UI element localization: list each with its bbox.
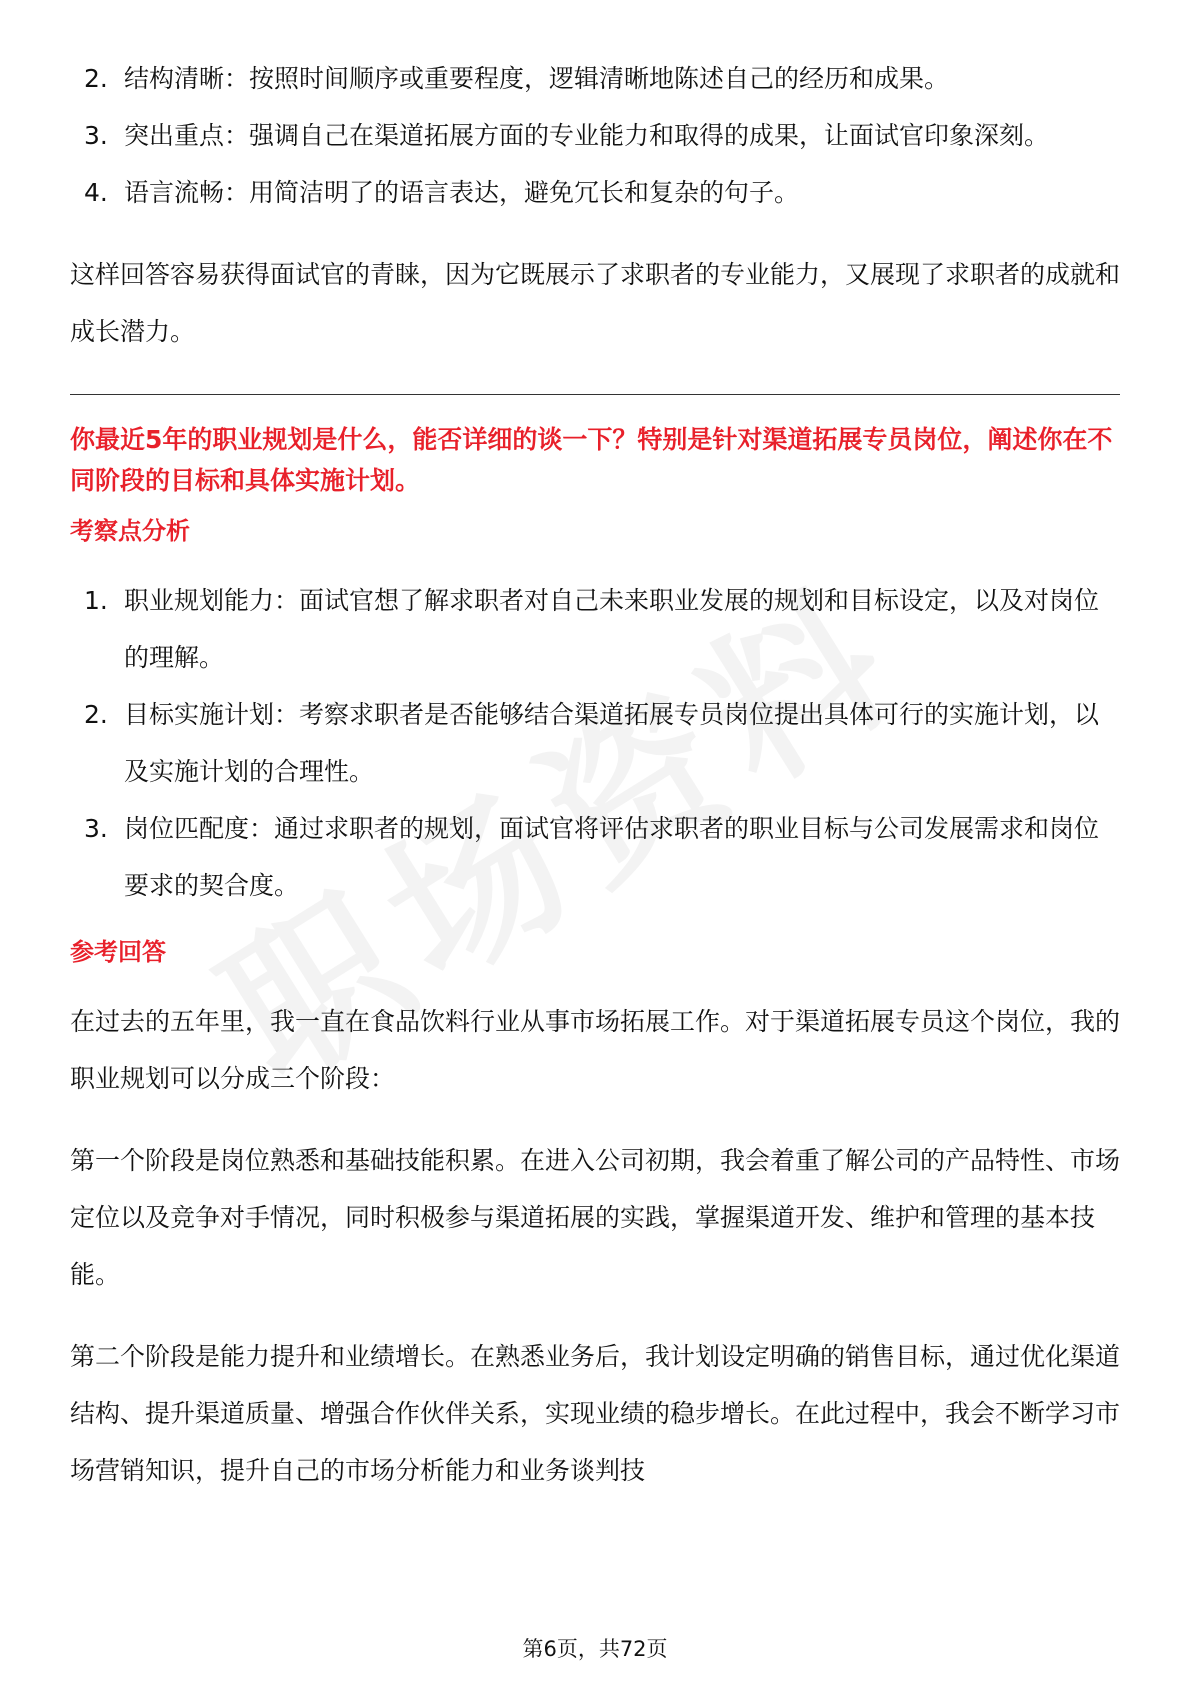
- list-item: [70, 686, 1120, 800]
- summary-paragraph: 这样回答容易获得面试官的青睐，因为它既展示了求职者的专业能力，又展现了求职者的成就和成长潜力。: [70, 260, 1121, 346]
- list-number: 2.: [84, 700, 108, 729]
- answer-paragraph: 第一个阶段是岗位熟悉和基础技能积累。在进入公司初期，我会着重了解公司的产品特性、市场定位以及竞争对手情况，同时积极参与渠道拓展的实践，掌握渠道开发、维护和管理的基本技能。: [70, 1146, 1121, 1289]
- list-text: 突出重点：强调自己在渠道拓展方面的专业能力和取得的成果，让面试官印象深刻。: [124, 121, 1050, 150]
- list-item: [70, 164, 1120, 221]
- list-text: 职业规划能力：面试官想了解求职者对自己未来职业发展的规划和目标设定，以及对岗位的理解。: [124, 586, 1100, 672]
- list-number: 3.: [84, 121, 108, 150]
- list-text: 语言流畅：用简洁明了的语言表达，避免冗长和复杂的句子。: [124, 178, 800, 207]
- answer-heading: 参考回答: [70, 938, 166, 966]
- list-text: 目标实施计划：考察求职者是否能够结合渠道拓展专员岗位提出具体可行的实施计划，以及实施计划的合理性。: [124, 700, 1100, 786]
- section-divider: [70, 394, 1120, 395]
- list-number: 3.: [84, 814, 108, 843]
- criteria-list: [70, 50, 1120, 221]
- list-item: [70, 800, 1120, 914]
- answer-paragraph: 第二个阶段是能力提升和业绩增长。在熟悉业务后，我计划设定明确的销售目标，通过优化渠道结构、提升渠道质量、增强合作伙伴关系，实现业绩的稳步增长。在此过程中，我会不断学习市场营销知识，提升自己的市场分析能力和业务谈判技: [70, 1342, 1121, 1485]
- interview-question: 你最近5年的职业规划是什么，能否详细的谈一下？特别是针对渠道拓展专员岗位，阐述你在不同阶段的目标和具体实施计划。: [70, 425, 1113, 495]
- list-number: 4.: [84, 178, 108, 207]
- answer-paragraph: 在过去的五年里，我一直在食品饮料行业从事市场拓展工作。对于渠道拓展专员这个岗位，我的职业规划可以分成三个阶段：: [70, 1007, 1121, 1093]
- list-text: 岗位匹配度：通过求职者的规划，面试官将评估求职者的职业目标与公司发展需求和岗位要求的契合度。: [124, 814, 1100, 900]
- list-number: 1.: [84, 586, 108, 615]
- list-item: [70, 50, 1120, 107]
- page-footer: 第6页，共72页: [522, 1637, 668, 1661]
- list-item: [70, 572, 1120, 686]
- analysis-heading: 考察点分析: [70, 517, 190, 545]
- list-text: 结构清晰：按照时间顺序或重要程度，逻辑清晰地陈述自己的经历和成果。: [124, 64, 950, 93]
- list-item: [70, 107, 1120, 164]
- analysis-list: [70, 572, 1120, 914]
- page-content: [70, 50, 1120, 1499]
- list-number: 2.: [84, 64, 108, 93]
